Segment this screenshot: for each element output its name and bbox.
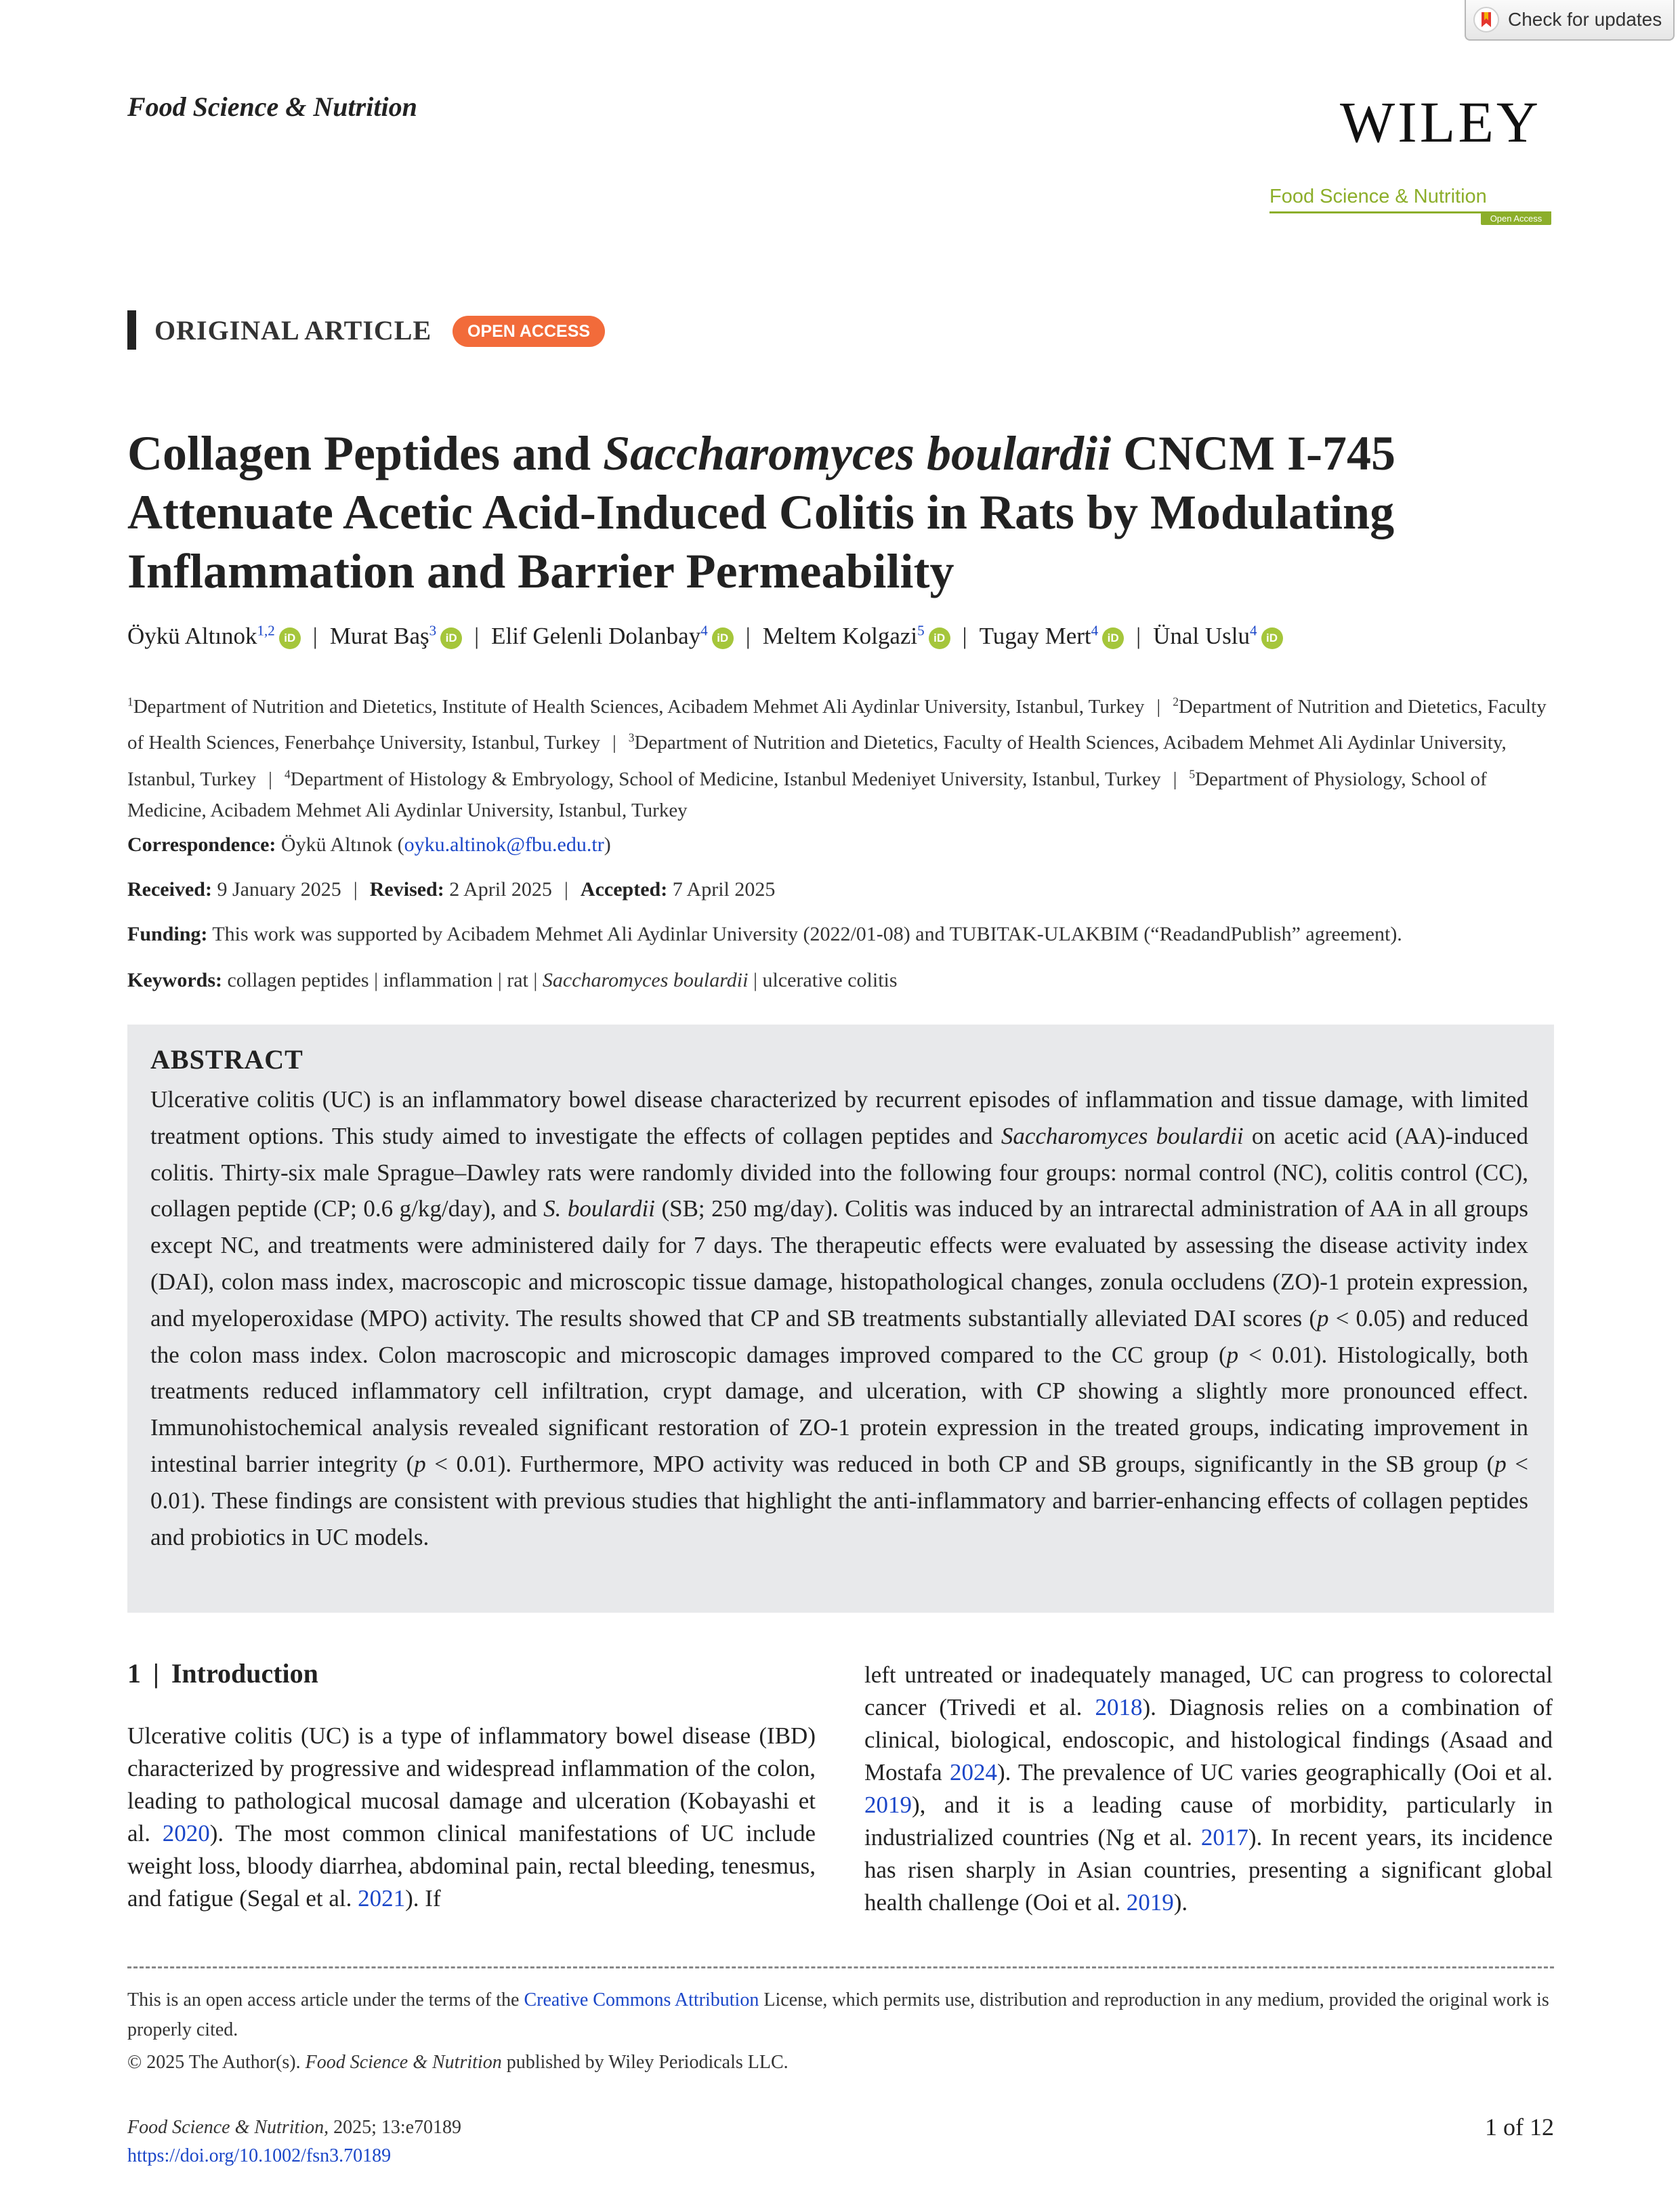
- license-notice: [127, 1985, 1557, 2045]
- funding: [127, 923, 1557, 946]
- copyright-notice: [127, 2052, 789, 2073]
- title-part-1: Collagen Peptides and: [127, 426, 604, 480]
- author-affiliation-number: 4: [1091, 622, 1099, 638]
- author-separator: |: [962, 622, 967, 649]
- title-part-2: CNCM I-745 Attenuate Acetic Acid-Induced Colitis in Rats by Modulating Inflammation and Barrier Permeability: [127, 426, 1396, 598]
- affiliation-text: Department of Nutrition and Dietetics, Institute of Health Sciences, Acibadem Mehmet Ali Aydinlar University, Istanbul, Turkey: [133, 695, 1145, 718]
- license-text-before: This is an open access article under the terms of the: [127, 1989, 524, 2010]
- citation: [127, 2117, 461, 2139]
- intro-text: ). Diagnosis relies on a combination of clinical, biological, endoscopic, and histological findings (Asaad and Mostafa: [864, 1694, 1553, 1785]
- author-affiliation-number: 3: [429, 622, 437, 638]
- received-label: Received:: [127, 878, 212, 901]
- citation-volume: 2025; 13:e70189: [329, 2117, 462, 2138]
- abstract-heading: ABSTRACT: [150, 1044, 303, 1075]
- intro-text: ). The most common clinical manifestations of UC include weight loss, bloody diarrhea, abdominal pain, rectal bleeding, tenesmus, and fatigue (Segal et al.: [127, 1820, 816, 1912]
- author: [980, 623, 1124, 649]
- affiliation-number: 1: [127, 695, 133, 708]
- article-dates: [127, 878, 775, 901]
- author-name: Meltem Kolgazi: [762, 622, 918, 649]
- introduction-right-column: [864, 1659, 1553, 1919]
- copyright-before: © 2025 The Author(s).: [127, 2052, 306, 2073]
- author-separator: |: [1136, 622, 1141, 649]
- abstract-text: < 0.01). Histologically, both treatments reduced inflammatory cell infiltration, crypt damage, and ulceration, with CP showing a slightly more pronounced effect. Immunohistochemical analysis revealed significant restoration of ZO-1 protein expression in the treated groups, indicating improvement in intestinal barrier integrity (: [150, 1341, 1529, 1477]
- article-type: ORIGINAL ARTICLE: [154, 315, 432, 346]
- keyword-separator: |: [492, 969, 507, 991]
- correspondence-label: Correspondence:: [127, 833, 276, 856]
- article-type-bar: [127, 310, 136, 350]
- author-list: [127, 622, 1584, 650]
- copyright-after: published by Wiley Periodicals LLC.: [501, 2052, 789, 2073]
- correspondence: Correspondence: Öykü Altınok (oyku.altinok@fbu.edu.tr): [127, 833, 611, 856]
- abstract-text: < 0.05) and reduced the colon mass index. Colon macroscopic and microscopic damages improved compared to the CC group (: [150, 1304, 1528, 1368]
- intro-text: left untreated or inadequately managed, UC can progress to colorectal cancer (Trivedi et al.: [864, 1661, 1553, 1720]
- author: [1153, 623, 1282, 649]
- intro-text: ).: [1173, 1889, 1188, 1916]
- check-for-updates-label: Check for updates: [1508, 9, 1662, 30]
- affiliation: [285, 768, 1161, 790]
- doi-link[interactable]: https://doi.org/10.1002/fsn3.70189: [127, 2145, 392, 2166]
- correspondence-name: Öykü Altınok: [280, 833, 393, 856]
- keyword-separator: |: [369, 969, 383, 991]
- abstract-italic: p: [1494, 1450, 1507, 1477]
- abstract-text: Ulcerative colitis (UC) is an inflammatory bowel disease characterized by recurrent episodes of inflammation and tissue damage, with limited treatment options. This study aimed to investigate the effects of collagen peptides and: [150, 1086, 1528, 1149]
- section-separator: |: [153, 1658, 159, 1689]
- reference-link[interactable]: 2019: [1126, 1889, 1174, 1916]
- journal-name: Food Science & Nutrition: [127, 91, 417, 122]
- intro-text: ). If: [405, 1885, 441, 1912]
- date-separator: |: [353, 878, 358, 901]
- copyright-journal: Food Science & Nutrition: [305, 2052, 502, 2073]
- abstract-text: < 0.01). These findings are consistent with previous studies that highlight the anti-inflammatory and barrier-enhancing effects of collagen peptides and probiotics in UC models.: [150, 1450, 1529, 1550]
- reference-link[interactable]: 2021: [358, 1885, 406, 1912]
- author-separator: |: [745, 622, 751, 649]
- received-date: 9 January 2025: [217, 878, 341, 901]
- footer-divider: [127, 1966, 1554, 1968]
- citation-journal: Food Science & Nutrition,: [127, 2117, 329, 2138]
- author-affiliation-number: 4: [1250, 622, 1257, 638]
- license-text-after: License, which permits use, distribution and reproduction in any medium, provided the original work is properly cited.: [127, 1989, 1549, 2040]
- correspondence-email-link[interactable]: oyku.altinok@fbu.edu.tr: [404, 833, 604, 856]
- author: [127, 623, 301, 649]
- date-separator: |: [564, 878, 568, 901]
- abstract-italic: p: [1226, 1341, 1239, 1368]
- section-number: 1: [127, 1658, 141, 1689]
- author-separator: |: [312, 622, 318, 649]
- affiliation-text: Department of Nutrition and Dietetics, Faculty of Health Sciences, Fenerbahçe University, Istanbul, Turkey: [127, 695, 1547, 754]
- article-title: [127, 424, 1557, 601]
- author-name: Ünal Uslu: [1153, 622, 1251, 649]
- revised-label: Revised:: [369, 878, 444, 901]
- journal-logo-open-access-badge: Open Access: [1481, 213, 1551, 225]
- keyword-separator: |: [748, 969, 763, 991]
- affiliation-text: Department of Physiology, School of Medicine, Acibadem Mehmet Ali Aydinlar University, Istanbul, Turkey: [127, 768, 1487, 821]
- keywords-label: Keywords:: [127, 969, 222, 991]
- page-number: 1 of 12: [1485, 2113, 1554, 2141]
- author-separator: |: [474, 622, 480, 649]
- intro-text: Ulcerative colitis (UC) is a type of inflammatory bowel disease (IBD) characterized by progressive and widespread inflammation of the colon, leading to pathological mucosal damage and ulceration (Kobayashi et al.: [127, 1722, 816, 1846]
- orcid-icon[interactable]: iD: [929, 627, 950, 649]
- orcid-icon[interactable]: iD: [279, 627, 301, 649]
- check-for-updates-button[interactable]: [1465, 0, 1675, 41]
- orcid-icon[interactable]: iD: [440, 627, 462, 649]
- author-name: Tugay Mert: [979, 622, 1091, 649]
- affiliation-text: Department of Nutrition and Dietetics, Faculty of Health Sciences, Acibadem Mehmet Ali Aydinlar University, Istanbul, Turkey: [127, 732, 1507, 790]
- affiliation-text: Department of Histology & Embryology, School of Medicine, Istanbul Medeniyet University, Istanbul, Turkey: [290, 768, 1161, 790]
- keyword: inflammation: [383, 969, 493, 991]
- keyword: Saccharomyces boulardii: [542, 969, 749, 991]
- open-access-badge: OPEN ACCESS: [453, 316, 605, 347]
- orcid-icon[interactable]: iD: [1102, 627, 1124, 649]
- section-heading-introduction: [127, 1657, 318, 1689]
- orcid-icon[interactable]: iD: [1261, 627, 1283, 649]
- abstract-italic: S. boulardii: [543, 1195, 655, 1222]
- affiliation-number: 5: [1189, 767, 1196, 781]
- title-italic: Saccharomyces boulardii: [603, 426, 1112, 480]
- intro-text: ). In recent years, its incidence has risen sharply in Asian countries, presenting a significant global health challenge (Ooi et al.: [864, 1824, 1553, 1916]
- keyword: collagen peptides: [227, 969, 369, 991]
- funding-text: This work was supported by Acibadem Mehmet Ali Aydinlar University (2022/01-08) and TUBITAK-ULAKBIM (“ReadandPublish” agreement).: [212, 923, 1402, 945]
- abstract-text: (SB; 250 mg/day). Colitis was induced by an intrarectal administration of AA in all groups except NC, and treatments were administered daily for 7 days. The therapeutic effects were evaluated by assessing the disease activity index (DAI), colon mass index, macroscopic and microscopic tissue damage, histopathological changes, zonula occludens (ZO)-1 protein expression, and myeloperoxidase (MPO) activity. The results showed that CP and SB treatments substantially alleviated DAI scores (: [150, 1195, 1528, 1331]
- author: [330, 623, 462, 649]
- keyword: ulcerative colitis: [762, 969, 898, 991]
- abstract-text: on acetic acid (AA)-induced colitis. Thirty-six male Sprague–Dawley rats were randomly divided into the following four groups: normal control (NC), colitis control (CC), collagen peptide (CP; 0.6 g/kg/day), and: [150, 1122, 1528, 1222]
- accepted-date: 7 April 2025: [672, 878, 776, 901]
- introduction-left-column: [127, 1720, 816, 1915]
- abstract-italic: p: [414, 1450, 426, 1477]
- affiliation-separator: |: [268, 768, 272, 790]
- reference-link[interactable]: 2020: [162, 1820, 210, 1846]
- keywords: [127, 969, 898, 992]
- reference-link[interactable]: 2018: [1095, 1694, 1143, 1720]
- author-name: Murat Baş: [329, 622, 429, 649]
- orcid-icon[interactable]: iD: [712, 627, 734, 649]
- author-affiliation-number: 4: [700, 622, 708, 638]
- intro-text: ). The prevalence of UC varies geographically (Ooi et al.: [996, 1759, 1553, 1785]
- accepted-label: Accepted:: [580, 878, 668, 901]
- keywords-list: [227, 969, 897, 991]
- funding-label: Funding:: [127, 923, 208, 945]
- wiley-logo: WILEY: [1340, 89, 1541, 154]
- affiliation-separator: |: [612, 732, 616, 754]
- affiliation-separator: |: [1173, 768, 1177, 790]
- bookmark-ribbon-icon: [1473, 6, 1500, 33]
- affiliations: [127, 686, 1557, 826]
- affiliation-number: 2: [1173, 695, 1179, 708]
- author: [763, 623, 950, 649]
- abstract-text: [150, 1081, 1528, 1555]
- creative-commons-link[interactable]: Creative Commons Attribution: [524, 1989, 759, 2010]
- author-affiliation-number: 1,2: [257, 622, 275, 638]
- revised-date: 2 April 2025: [449, 878, 552, 901]
- intro-text: ), and it is a leading cause of morbidity, particularly in industrialized countries (Ng et al.: [864, 1792, 1553, 1851]
- journal-logo-text: Food Science & Nutrition: [1269, 186, 1487, 207]
- abstract-italic: p: [1316, 1304, 1329, 1331]
- author: [491, 623, 734, 649]
- author-affiliation-number: 5: [917, 622, 925, 638]
- abstract-text: < 0.01). Furthermore, MPO activity was reduced in both CP and SB groups, significantly in the SB group (: [425, 1450, 1495, 1477]
- author-name: Elif Gelenli Dolanbay: [491, 622, 701, 649]
- affiliation-number: 3: [628, 730, 635, 745]
- abstract-italic: Saccharomyces boulardii: [1001, 1122, 1244, 1149]
- keyword-separator: |: [528, 969, 543, 991]
- section-title: Introduction: [171, 1658, 318, 1689]
- author-name: Öykü Altınok: [127, 622, 257, 649]
- affiliation: [127, 696, 1144, 718]
- affiliation-number: 4: [284, 767, 291, 781]
- keyword: rat: [507, 969, 528, 991]
- affiliation-separator: |: [1156, 695, 1161, 718]
- reference-link[interactable]: 2017: [1200, 1824, 1248, 1851]
- reference-link[interactable]: 2019: [864, 1792, 912, 1818]
- reference-link[interactable]: 2024: [949, 1759, 997, 1785]
